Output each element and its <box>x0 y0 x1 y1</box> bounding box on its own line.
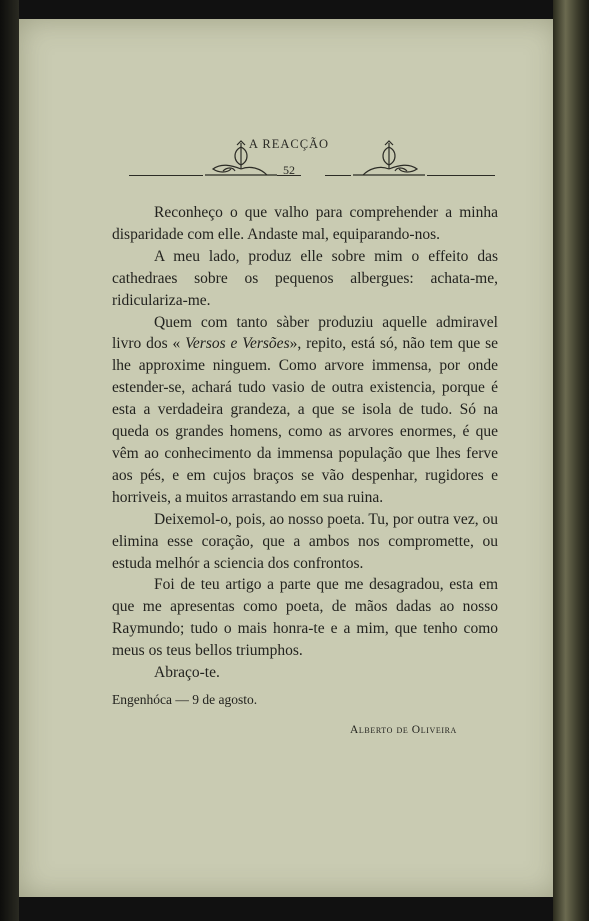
header-rule-right <box>427 175 495 176</box>
paragraph-4 <box>112 509 498 575</box>
paragraph-text: », repito, está só, não tem que se lhe approxime ninguem. Como arvore immensa, por onde estender-se, achará tudo vasio de outra existencia, porque é esta a verdadeira grandeza, a que se isola de tudo. Só na queda os grandes homens, como as arvores enormes, é que vêm ao conhecimento da immensa população que lhes ferve aos pés, e em cujos braços se vão despenhar, rugidores e horriveis, a muitos arrastando em sua ruina. <box>112 335 498 506</box>
paragraph-6 <box>112 662 498 684</box>
page-header <box>19 119 559 179</box>
page-number: 52 <box>283 163 295 177</box>
place-date-line: Engenhóca — 9 de agosto. <box>112 692 258 707</box>
paragraph-3 <box>112 312 498 509</box>
paragraph-1 <box>112 202 498 246</box>
signature: Alberto de Oliveira <box>350 724 457 736</box>
paragraph-text: Deixemol-o, pois, ao nosso poeta. Tu, por outra vez, ou elimina esse coração, que a ambos nos compromette, ou estuda melhór a sciencia dos confrontos. <box>112 510 498 572</box>
letter-body <box>112 202 498 684</box>
scan-left-edge <box>0 0 19 921</box>
book-title-italic: Versos e Versões <box>185 335 290 353</box>
paragraph-text: Foi de teu artigo a parte que me desagradou, esta em que me apresentas como poeta, de mãos dadas ao nosso Raymundo; tudo o mais honra-te e a mim, que tenho como meus os teus bellos triumphos. <box>112 576 498 660</box>
paragraph-text: A meu lado, produz elle sobre mim o effeito das cathedraes sobre os pequenos albergues: achata-me, ridiculariza-me. <box>112 247 498 309</box>
book-spine-edge <box>553 0 589 921</box>
paragraph-text: Abraço-te. <box>154 664 220 682</box>
paragraph-text: Quem com tanto sàber produziu aquelle admiravel livro dos « <box>112 313 498 353</box>
fleuron-ornament-icon <box>351 139 427 179</box>
header-rule-center-right <box>325 175 351 176</box>
paragraph-2 <box>112 246 498 312</box>
book-page <box>19 19 559 897</box>
paragraph-text: Reconheço o que valho para comprehender a minha disparidade com elle. Andaste mal, equiparando-nos. <box>112 204 498 243</box>
running-title: A REACÇÃO <box>248 137 330 151</box>
paragraph-5 <box>112 574 498 662</box>
